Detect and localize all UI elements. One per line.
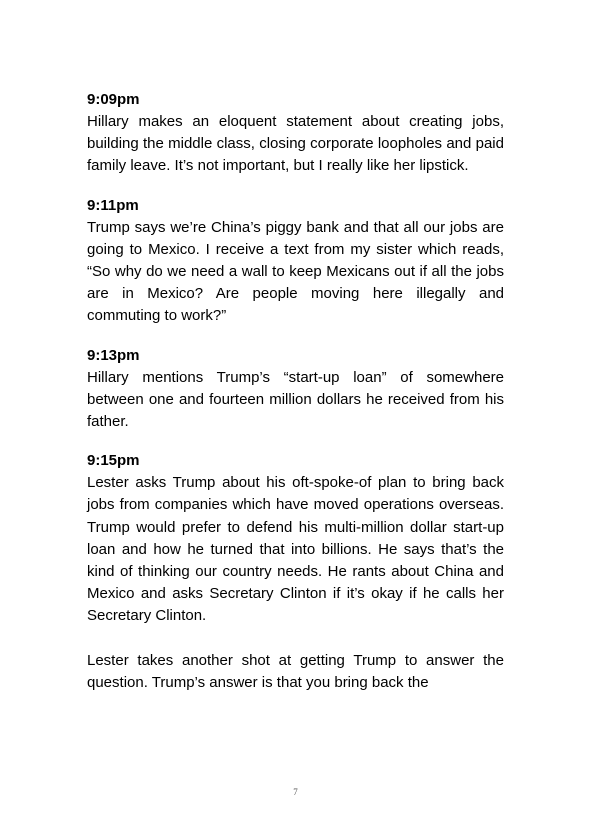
entry-paragraph: Lester asks Trump about his oft-spoke-of plan to bring back jobs from companies which have moved operations overseas. Trump would prefer to defend his multi-million dollar start-up loan and how he turned that into billions. He says that’s the kind of thinking our country needs. He rants about China and Mexico and asks Secretary Clinton if it’s okay if he calls her Secretary Clinton. xyxy=(87,474,504,625)
page-number: 7 xyxy=(293,787,298,797)
timeline-entry-915 xyxy=(87,450,504,694)
timeline-entry-911 xyxy=(87,195,504,328)
entry-paragraph: Hillary mentions Trump’s “start-up loan” of somewhere between one and fourteen million dollars he received from his father. xyxy=(87,368,504,431)
entry-timestamp: 9:09pm xyxy=(87,91,140,108)
timeline-entry-913 xyxy=(87,345,504,434)
entry-timestamp: 9:13pm xyxy=(87,346,140,364)
entry-paragraph: Lester takes another shot at getting Trump to answer the question. Trump’s answer is that you bring back the xyxy=(87,651,504,691)
timeline-entry-909 xyxy=(87,89,504,178)
entry-timestamp: 9:11pm xyxy=(87,196,139,214)
page-content xyxy=(87,89,504,711)
entry-paragraph: Hillary makes an eloquent statement about creating jobs, building the middle class, closing corporate loopholes and paid family leave. It’s not important, but I really like her lipstick. xyxy=(87,113,504,175)
entry-timestamp: 9:15pm xyxy=(87,452,140,470)
entry-paragraph: Trump says we’re China’s piggy bank and that all our jobs are going to Mexico. I receive a text from my sister which reads, “So why do we need a wall to keep Mexicans out if all the jobs are in Mexico? Are people moving here illegally and commuting to work?” xyxy=(87,218,504,325)
